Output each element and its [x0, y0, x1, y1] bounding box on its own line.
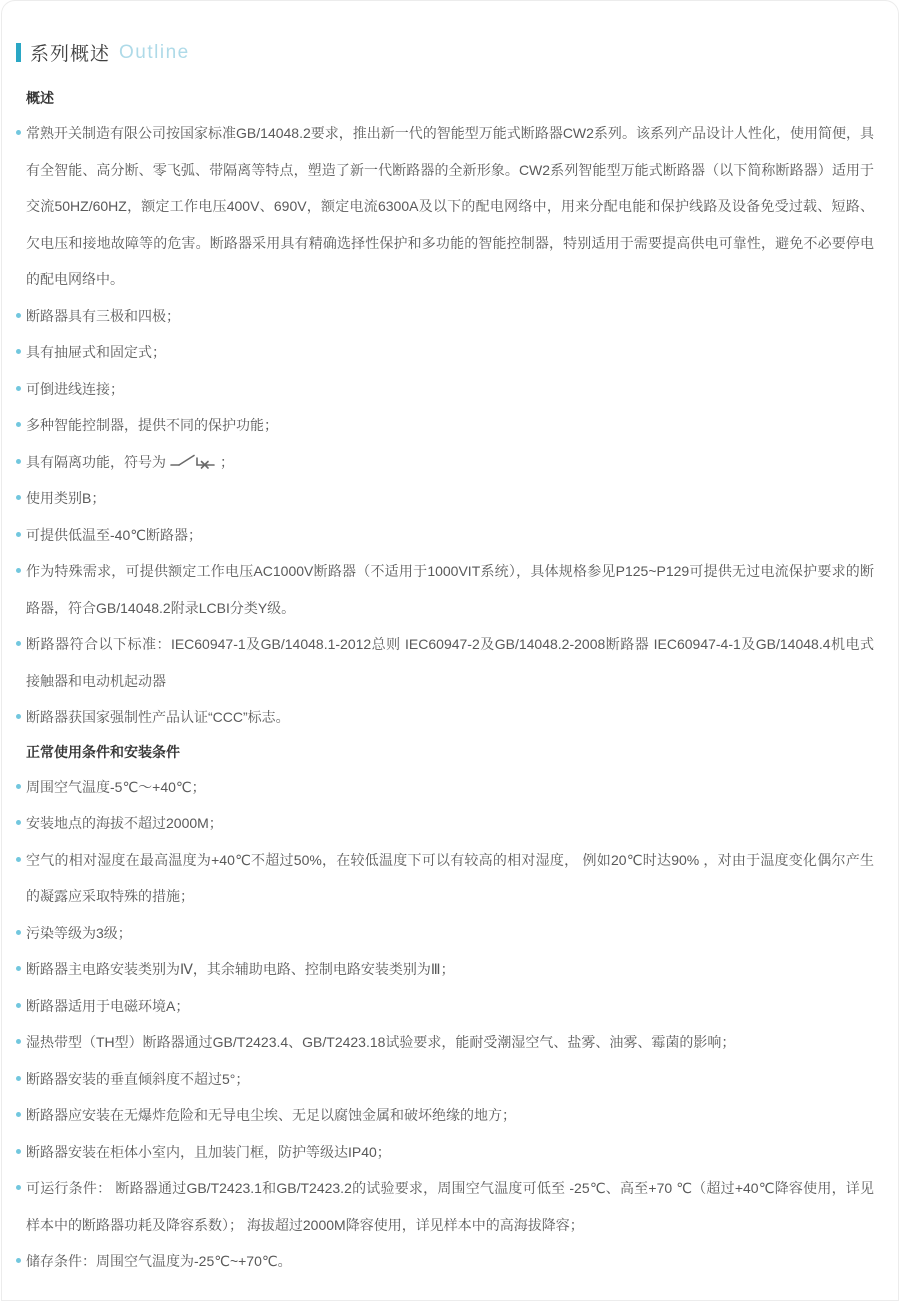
list-item — [26, 1243, 874, 1280]
page-title-en: Outline — [119, 41, 190, 63]
list-item — [26, 1170, 874, 1243]
list-item — [26, 769, 874, 806]
list-item — [26, 626, 874, 699]
subsection-heading-overview: 概述 — [26, 90, 54, 106]
list-item-text: 储存条件：周围空气温度为-25℃~+70℃。 — [26, 1253, 292, 1269]
list-item — [26, 115, 874, 298]
list-item — [26, 988, 874, 1025]
list-item-text: 断路器获国家强制性产品认证“CCC”标志。 — [26, 709, 290, 725]
isolation-function-symbol-icon — [170, 452, 216, 470]
list-item-text: 断路器安装在柜体小室内，且加装门框，防护等级达IP40； — [26, 1143, 391, 1160]
section-header — [16, 39, 878, 66]
list-item — [26, 444, 874, 481]
list-item-text: 具有隔离功能，符号为 — [26, 453, 166, 470]
list-item-text: 断路器具有三极和四极； — [26, 307, 180, 324]
list-item — [26, 407, 874, 444]
list-item — [26, 553, 874, 626]
list-item — [26, 517, 874, 554]
list-item-text: 断路器安装的垂直倾斜度不超过5°； — [26, 1070, 250, 1087]
list-item — [26, 1061, 874, 1098]
page-title: 系列概述 — [30, 44, 111, 65]
list-item-text: 多种智能控制器，提供不同的保护功能； — [26, 417, 278, 433]
list-item — [26, 1024, 874, 1061]
list-item-text: 常熟开关制造有限公司按国家标准GB/14048.2要求，推出新一代的智能型万能式断路器CW2系列。该系列产品设计人性化，使用简便，具有全智能、高分断、零飞弧、带隔离等特点，塑造了新一代断路器的全新形象。CW2系列智能型万能式断路器（以下简称断路器）适用于交流50HZ/60HZ，额定工作电压400V、690V，额定电流6300A及以下的配电网络中，用来分配电能和保护线路及设备免受过载、短路、欠电压和接地故障等的危害。断路器采用具有精确选择性保护和多功能的智能控制器，特别适用于需要提高供电可靠性，避免不必要停电的配电网络中。 — [26, 125, 874, 287]
list-item-text: 断路器应安装在无爆炸危险和无导电尘埃、无足以腐蚀金属和破坏绝缘的地方； — [26, 1107, 516, 1123]
list-item — [26, 1134, 874, 1171]
list-item — [26, 699, 874, 736]
accent-bar-icon — [16, 43, 21, 62]
list-item-text: 污染等级为3级； — [26, 924, 132, 941]
page-content — [16, 82, 878, 1280]
list-item-text: 周围空气温度-5℃～+40℃； — [26, 778, 206, 795]
list-item-text: 可提供低温至-40℃断路器； — [26, 526, 202, 543]
list-item — [26, 298, 874, 335]
list-item-text: 断路器主电路安装类别为Ⅳ，其余辅助电路、控制电路安装类别为Ⅲ； — [26, 961, 455, 977]
list-item — [26, 334, 874, 371]
list-item — [26, 915, 874, 952]
overview-list — [26, 115, 874, 736]
list-item-text: 具有抽屉式和固定式； — [26, 344, 166, 360]
list-item-text: 空气的相对湿度在最高温度为+40℃不超过50%，在较低温度下可以有较高的相对湿度， 例如20℃时达90% ，对由于温度变化偶尔产生的凝露应采取特殊的措施； — [26, 851, 874, 904]
list-item — [26, 1097, 874, 1134]
list-item — [26, 480, 874, 517]
list-item-text: 使用类别B； — [26, 490, 106, 506]
list-item-text: 可倒进线连接； — [26, 380, 124, 397]
subsection-heading-conditions: 正常使用条件和安装条件 — [26, 743, 180, 760]
list-item-text: 断路器符合以下标准：IEC60947-1及GB/14048.1-2012总则 IEC60947-2及GB/14048.2-2008断路器 IEC60947-4-1及GB/14048.4机电式接触器和电动机起动器 — [26, 636, 874, 689]
list-item — [26, 805, 874, 842]
list-item-text: 断路器适用于电磁环境A； — [26, 997, 190, 1014]
list-item — [26, 371, 874, 408]
list-item-text: 作为特殊需求，可提供额定工作电压AC1000V断路器（不适用于1000VIT系统），具体规格参见P125~P129可提供无过电流保护要求的断路器，符合GB/14048.2附录LCBI分类Y级。 — [26, 563, 874, 616]
list-item — [26, 842, 874, 915]
list-item-text: 可运行条件： 断路器通过GB/T2423.1和GB/T2423.2的试验要求，周围空气温度可低至 -25℃、高至+70 ℃（超过+40℃降容使用，详见样本中的断路器功耗及降容系数）； 海拔超过2000M降容使用，详见样本中的高海拔降容； — [26, 1180, 874, 1233]
catalog-page — [1, 0, 899, 1301]
list-item-text: 安装地点的海拔不超过2000M； — [26, 815, 223, 831]
list-item — [26, 951, 874, 988]
list-item-text: ； — [220, 453, 234, 470]
list-item-text: 湿热带型（TH型）断路器通过GB/T2423.4、GB/T2423.18试验要求，能耐受潮湿空气、盐雾、油雾、霉菌的影响； — [26, 1034, 736, 1050]
conditions-list — [26, 769, 874, 1280]
